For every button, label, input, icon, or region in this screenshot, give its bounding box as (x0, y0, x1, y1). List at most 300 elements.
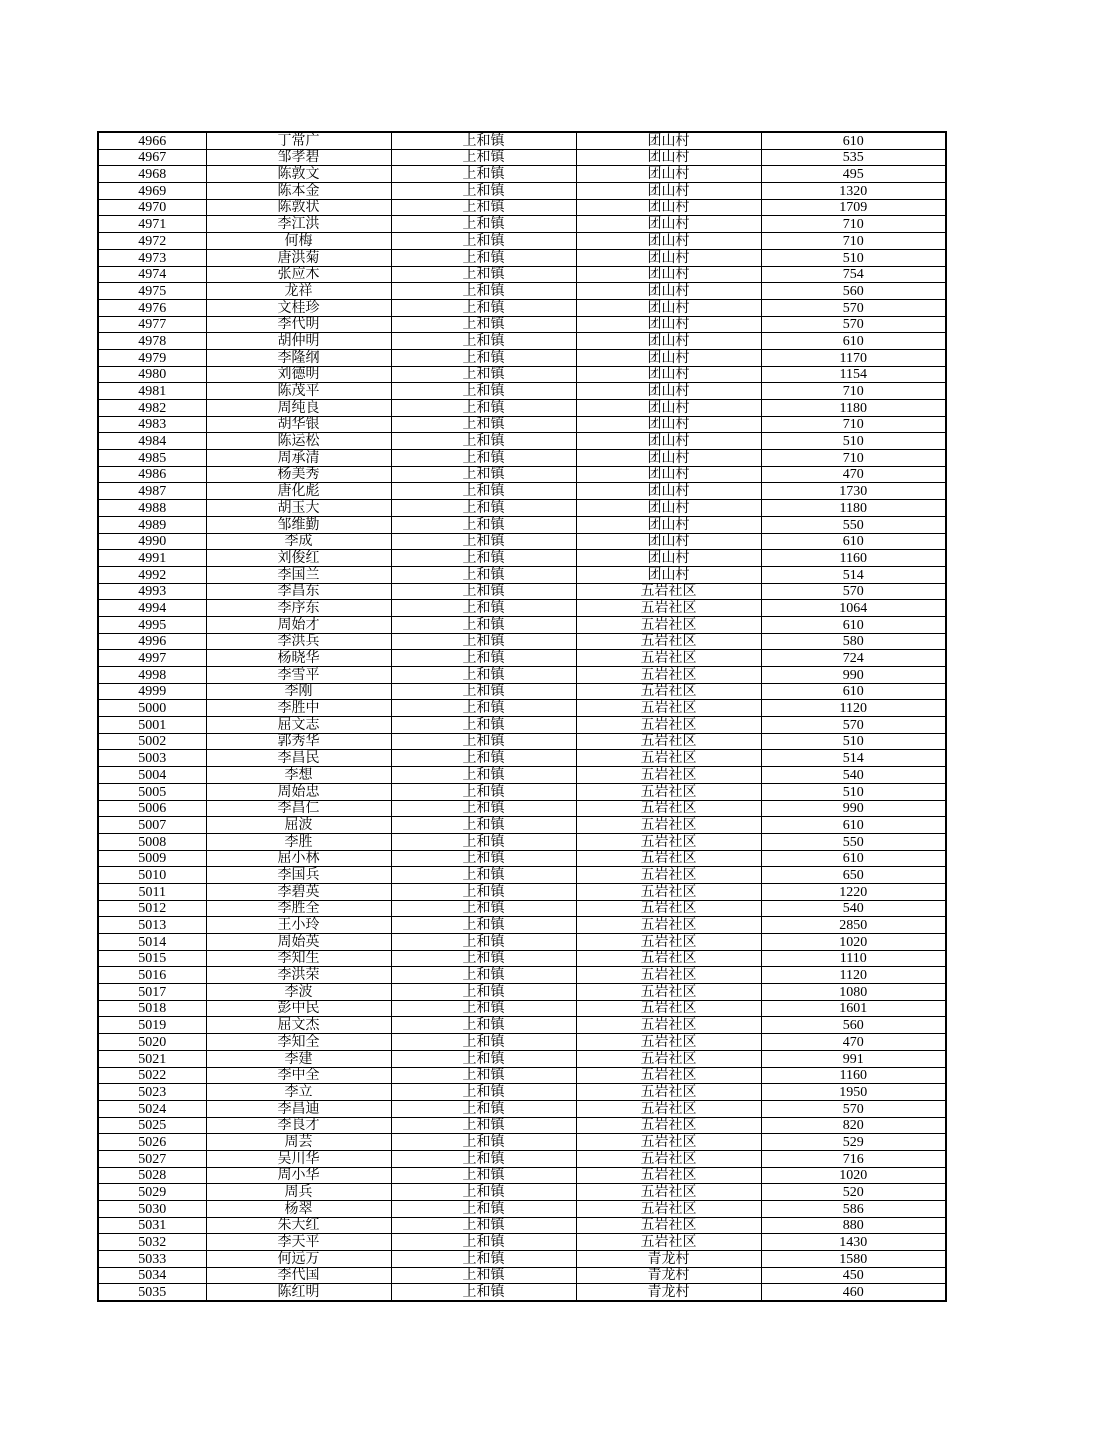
village-cell: 五岩社区 (576, 800, 761, 817)
amount-cell: 510 (761, 733, 946, 750)
record-id-cell: 4997 (98, 650, 206, 667)
village-cell: 团山村 (576, 383, 761, 400)
village-cell: 五岩社区 (576, 1201, 761, 1218)
amount-cell: 540 (761, 900, 946, 917)
town-cell: 上和镇 (391, 650, 576, 667)
village-cell: 五岩社区 (576, 950, 761, 967)
village-cell: 团山村 (576, 249, 761, 266)
name-cell: 陈敦文 (206, 166, 391, 183)
amount-cell: 610 (761, 533, 946, 550)
name-cell: 李雪平 (206, 667, 391, 684)
village-cell: 五岩社区 (576, 1017, 761, 1034)
amount-cell: 570 (761, 583, 946, 600)
name-cell: 李胜全 (206, 900, 391, 917)
town-cell: 上和镇 (391, 1217, 576, 1234)
village-cell: 五岩社区 (576, 817, 761, 834)
village-cell: 团山村 (576, 199, 761, 216)
record-id-cell: 4992 (98, 566, 206, 583)
name-cell: 李知生 (206, 950, 391, 967)
amount-cell: 610 (761, 850, 946, 867)
record-id-cell: 4985 (98, 450, 206, 467)
name-cell: 李洪荣 (206, 967, 391, 984)
town-cell: 上和镇 (391, 1284, 576, 1301)
town-cell: 上和镇 (391, 583, 576, 600)
table-row (98, 216, 946, 233)
table-row (98, 950, 946, 967)
record-id-cell: 4987 (98, 483, 206, 500)
town-cell: 上和镇 (391, 1100, 576, 1117)
amount-cell: 1180 (761, 500, 946, 517)
village-cell: 五岩社区 (576, 967, 761, 984)
name-cell: 李建 (206, 1050, 391, 1067)
village-cell: 团山村 (576, 333, 761, 350)
name-cell: 陈运松 (206, 433, 391, 450)
village-cell: 团山村 (576, 500, 761, 517)
town-cell: 上和镇 (391, 149, 576, 166)
table-row (98, 1251, 946, 1268)
village-cell: 团山村 (576, 533, 761, 550)
town-cell: 上和镇 (391, 917, 576, 934)
record-id-cell: 4978 (98, 333, 206, 350)
record-id-cell: 4983 (98, 416, 206, 433)
table-row (98, 1150, 946, 1167)
record-id-cell: 5010 (98, 867, 206, 884)
record-id-cell: 4975 (98, 283, 206, 300)
table-row (98, 900, 946, 917)
village-cell: 五岩社区 (576, 1050, 761, 1067)
town-cell: 上和镇 (391, 1017, 576, 1034)
village-cell: 五岩社区 (576, 1167, 761, 1184)
name-cell: 邹维勤 (206, 516, 391, 533)
village-cell: 五岩社区 (576, 1234, 761, 1251)
amount-cell: 610 (761, 616, 946, 633)
name-cell: 李碧英 (206, 883, 391, 900)
table-row (98, 750, 946, 767)
amount-cell: 1170 (761, 349, 946, 366)
name-cell: 屈波 (206, 817, 391, 834)
record-id-cell: 5004 (98, 767, 206, 784)
table-row (98, 1184, 946, 1201)
village-cell: 五岩社区 (576, 1100, 761, 1117)
town-cell: 上和镇 (391, 667, 576, 684)
name-cell: 李江洪 (206, 216, 391, 233)
amount-cell: 991 (761, 1050, 946, 1067)
record-id-cell: 5032 (98, 1234, 206, 1251)
village-cell: 五岩社区 (576, 833, 761, 850)
record-id-cell: 5012 (98, 900, 206, 917)
name-cell: 李知全 (206, 1034, 391, 1051)
table-row (98, 967, 946, 984)
amount-cell: 560 (761, 283, 946, 300)
village-cell: 团山村 (576, 366, 761, 383)
town-cell: 上和镇 (391, 1267, 576, 1284)
town-cell: 上和镇 (391, 1167, 576, 1184)
amount-cell: 495 (761, 166, 946, 183)
name-cell: 李波 (206, 984, 391, 1001)
records-table-body (98, 132, 946, 1301)
record-id-cell: 5025 (98, 1117, 206, 1134)
town-cell: 上和镇 (391, 132, 576, 149)
amount-cell: 470 (761, 466, 946, 483)
table-row (98, 600, 946, 617)
amount-cell: 514 (761, 566, 946, 583)
town-cell: 上和镇 (391, 1034, 576, 1051)
name-cell: 周承清 (206, 450, 391, 467)
table-row (98, 1034, 946, 1051)
village-cell: 五岩社区 (576, 917, 761, 934)
table-row (98, 867, 946, 884)
town-cell: 上和镇 (391, 483, 576, 500)
record-id-cell: 4994 (98, 600, 206, 617)
amount-cell: 1180 (761, 400, 946, 417)
table-row (98, 1067, 946, 1084)
name-cell: 杨美秀 (206, 466, 391, 483)
table-row (98, 1201, 946, 1218)
town-cell: 上和镇 (391, 316, 576, 333)
amount-cell: 1430 (761, 1234, 946, 1251)
table-row (98, 383, 946, 400)
town-cell: 上和镇 (391, 900, 576, 917)
amount-cell: 1154 (761, 366, 946, 383)
amount-cell: 820 (761, 1117, 946, 1134)
record-id-cell: 5009 (98, 850, 206, 867)
name-cell: 李洪兵 (206, 633, 391, 650)
table-row (98, 483, 946, 500)
record-id-cell: 4971 (98, 216, 206, 233)
name-cell: 彭中民 (206, 1000, 391, 1017)
name-cell: 胡华银 (206, 416, 391, 433)
amount-cell: 650 (761, 867, 946, 884)
table-row (98, 633, 946, 650)
amount-cell: 1320 (761, 183, 946, 200)
village-cell: 五岩社区 (576, 984, 761, 1001)
record-id-cell: 5008 (98, 833, 206, 850)
name-cell: 李中全 (206, 1067, 391, 1084)
town-cell: 上和镇 (391, 633, 576, 650)
name-cell: 李天平 (206, 1234, 391, 1251)
amount-cell: 470 (761, 1034, 946, 1051)
village-cell: 五岩社区 (576, 1217, 761, 1234)
village-cell: 五岩社区 (576, 767, 761, 784)
amount-cell: 724 (761, 650, 946, 667)
record-id-cell: 5030 (98, 1201, 206, 1218)
amount-cell: 1160 (761, 550, 946, 567)
amount-cell: 610 (761, 333, 946, 350)
name-cell: 周始才 (206, 616, 391, 633)
village-cell: 五岩社区 (576, 1150, 761, 1167)
name-cell: 李昌民 (206, 750, 391, 767)
name-cell: 屈文志 (206, 717, 391, 734)
amount-cell: 880 (761, 1217, 946, 1234)
name-cell: 李昌迪 (206, 1100, 391, 1117)
record-id-cell: 5002 (98, 733, 206, 750)
village-cell: 团山村 (576, 266, 761, 283)
record-id-cell: 4982 (98, 400, 206, 417)
amount-cell: 510 (761, 783, 946, 800)
amount-cell: 570 (761, 717, 946, 734)
table-row (98, 783, 946, 800)
record-id-cell: 4990 (98, 533, 206, 550)
amount-cell: 580 (761, 633, 946, 650)
amount-cell: 710 (761, 233, 946, 250)
name-cell: 李成 (206, 533, 391, 550)
village-cell: 五岩社区 (576, 600, 761, 617)
village-cell: 五岩社区 (576, 850, 761, 867)
name-cell: 李刚 (206, 683, 391, 700)
table-row (98, 132, 946, 149)
record-id-cell: 4976 (98, 299, 206, 316)
name-cell: 刘俊红 (206, 550, 391, 567)
name-cell: 龙祥 (206, 283, 391, 300)
table-row (98, 733, 946, 750)
amount-cell: 1220 (761, 883, 946, 900)
amount-cell: 450 (761, 1267, 946, 1284)
village-cell: 团山村 (576, 483, 761, 500)
village-cell: 五岩社区 (576, 1117, 761, 1134)
town-cell: 上和镇 (391, 333, 576, 350)
town-cell: 上和镇 (391, 600, 576, 617)
table-row (98, 917, 946, 934)
record-id-cell: 5033 (98, 1251, 206, 1268)
table-row (98, 533, 946, 550)
record-id-cell: 5020 (98, 1034, 206, 1051)
record-id-cell: 5011 (98, 883, 206, 900)
village-cell: 团山村 (576, 233, 761, 250)
record-id-cell: 5005 (98, 783, 206, 800)
town-cell: 上和镇 (391, 183, 576, 200)
record-id-cell: 5027 (98, 1150, 206, 1167)
amount-cell: 570 (761, 1100, 946, 1117)
village-cell: 青龙村 (576, 1267, 761, 1284)
record-id-cell: 5024 (98, 1100, 206, 1117)
table-row (98, 1134, 946, 1151)
town-cell: 上和镇 (391, 516, 576, 533)
town-cell: 上和镇 (391, 249, 576, 266)
amount-cell: 529 (761, 1134, 946, 1151)
record-id-cell: 4966 (98, 132, 206, 149)
town-cell: 上和镇 (391, 566, 576, 583)
name-cell: 李国兰 (206, 566, 391, 583)
table-row (98, 233, 946, 250)
table-row (98, 466, 946, 483)
table-row (98, 266, 946, 283)
records-table (97, 131, 947, 1302)
record-id-cell: 4981 (98, 383, 206, 400)
town-cell: 上和镇 (391, 199, 576, 216)
name-cell: 周兵 (206, 1184, 391, 1201)
amount-cell: 1580 (761, 1251, 946, 1268)
town-cell: 上和镇 (391, 1201, 576, 1218)
village-cell: 团山村 (576, 550, 761, 567)
town-cell: 上和镇 (391, 166, 576, 183)
name-cell: 屈文杰 (206, 1017, 391, 1034)
name-cell: 屈小林 (206, 850, 391, 867)
name-cell: 周芸 (206, 1134, 391, 1151)
town-cell: 上和镇 (391, 967, 576, 984)
town-cell: 上和镇 (391, 683, 576, 700)
record-id-cell: 5028 (98, 1167, 206, 1184)
village-cell: 团山村 (576, 416, 761, 433)
village-cell: 五岩社区 (576, 650, 761, 667)
town-cell: 上和镇 (391, 817, 576, 834)
name-cell: 陈红明 (206, 1284, 391, 1301)
town-cell: 上和镇 (391, 883, 576, 900)
record-id-cell: 4979 (98, 349, 206, 366)
town-cell: 上和镇 (391, 349, 576, 366)
name-cell: 李胜中 (206, 700, 391, 717)
table-row (98, 1100, 946, 1117)
amount-cell: 710 (761, 416, 946, 433)
town-cell: 上和镇 (391, 383, 576, 400)
amount-cell: 510 (761, 249, 946, 266)
amount-cell: 1730 (761, 483, 946, 500)
record-id-cell: 4995 (98, 616, 206, 633)
village-cell: 五岩社区 (576, 1084, 761, 1101)
amount-cell: 754 (761, 266, 946, 283)
record-id-cell: 5022 (98, 1067, 206, 1084)
town-cell: 上和镇 (391, 783, 576, 800)
record-id-cell: 5013 (98, 917, 206, 934)
amount-cell: 520 (761, 1184, 946, 1201)
name-cell: 李昌东 (206, 583, 391, 600)
name-cell: 李代明 (206, 316, 391, 333)
record-id-cell: 4996 (98, 633, 206, 650)
name-cell: 郭秀华 (206, 733, 391, 750)
village-cell: 团山村 (576, 132, 761, 149)
town-cell: 上和镇 (391, 366, 576, 383)
amount-cell: 540 (761, 767, 946, 784)
amount-cell: 570 (761, 299, 946, 316)
record-id-cell: 4989 (98, 516, 206, 533)
town-cell: 上和镇 (391, 1184, 576, 1201)
village-cell: 团山村 (576, 433, 761, 450)
record-id-cell: 5001 (98, 717, 206, 734)
amount-cell: 610 (761, 132, 946, 149)
record-id-cell: 5019 (98, 1017, 206, 1034)
name-cell: 何梅 (206, 233, 391, 250)
table-row (98, 500, 946, 517)
village-cell: 五岩社区 (576, 683, 761, 700)
record-id-cell: 5014 (98, 934, 206, 951)
record-id-cell: 4972 (98, 233, 206, 250)
amount-cell: 1020 (761, 934, 946, 951)
town-cell: 上和镇 (391, 1134, 576, 1151)
record-id-cell: 4969 (98, 183, 206, 200)
village-cell: 青龙村 (576, 1284, 761, 1301)
town-cell: 上和镇 (391, 1234, 576, 1251)
table-row (98, 934, 946, 951)
record-id-cell: 4977 (98, 316, 206, 333)
record-id-cell: 5015 (98, 950, 206, 967)
town-cell: 上和镇 (391, 416, 576, 433)
village-cell: 五岩社区 (576, 633, 761, 650)
village-cell: 团山村 (576, 183, 761, 200)
village-cell: 五岩社区 (576, 1034, 761, 1051)
table-row (98, 366, 946, 383)
village-cell: 五岩社区 (576, 667, 761, 684)
village-cell: 五岩社区 (576, 1134, 761, 1151)
amount-cell: 535 (761, 149, 946, 166)
amount-cell: 1950 (761, 1084, 946, 1101)
town-cell: 上和镇 (391, 833, 576, 850)
record-id-cell: 5000 (98, 700, 206, 717)
record-id-cell: 4999 (98, 683, 206, 700)
record-id-cell: 5007 (98, 817, 206, 834)
name-cell: 李想 (206, 767, 391, 784)
town-cell: 上和镇 (391, 500, 576, 517)
name-cell: 王小玲 (206, 917, 391, 934)
town-cell: 上和镇 (391, 750, 576, 767)
table-row (98, 566, 946, 583)
record-id-cell: 5016 (98, 967, 206, 984)
name-cell: 邹孝碧 (206, 149, 391, 166)
town-cell: 上和镇 (391, 700, 576, 717)
record-id-cell: 4974 (98, 266, 206, 283)
record-id-cell: 4973 (98, 249, 206, 266)
amount-cell: 1120 (761, 700, 946, 717)
town-cell: 上和镇 (391, 867, 576, 884)
town-cell: 上和镇 (391, 1150, 576, 1167)
table-row (98, 583, 946, 600)
amount-cell: 2850 (761, 917, 946, 934)
name-cell: 杨晓华 (206, 650, 391, 667)
table-row (98, 1017, 946, 1034)
amount-cell: 1120 (761, 967, 946, 984)
name-cell: 唐化彪 (206, 483, 391, 500)
amount-cell: 610 (761, 683, 946, 700)
village-cell: 团山村 (576, 283, 761, 300)
town-cell: 上和镇 (391, 1067, 576, 1084)
table-row (98, 1284, 946, 1301)
name-cell: 胡玉大 (206, 500, 391, 517)
town-cell: 上和镇 (391, 400, 576, 417)
record-id-cell: 5017 (98, 984, 206, 1001)
name-cell: 李代国 (206, 1267, 391, 1284)
table-row (98, 183, 946, 200)
village-cell: 五岩社区 (576, 934, 761, 951)
amount-cell: 990 (761, 667, 946, 684)
record-id-cell: 5018 (98, 1000, 206, 1017)
record-id-cell: 4980 (98, 366, 206, 383)
name-cell: 吴川华 (206, 1150, 391, 1167)
table-row (98, 550, 946, 567)
table-row (98, 1217, 946, 1234)
village-cell: 团山村 (576, 149, 761, 166)
amount-cell: 1064 (761, 600, 946, 617)
table-row (98, 984, 946, 1001)
amount-cell: 1709 (761, 199, 946, 216)
amount-cell: 514 (761, 750, 946, 767)
amount-cell: 1601 (761, 1000, 946, 1017)
amount-cell: 710 (761, 216, 946, 233)
town-cell: 上和镇 (391, 550, 576, 567)
name-cell: 李隆纲 (206, 349, 391, 366)
town-cell: 上和镇 (391, 1000, 576, 1017)
table-row (98, 700, 946, 717)
name-cell: 周始忠 (206, 783, 391, 800)
table-row (98, 450, 946, 467)
village-cell: 团山村 (576, 349, 761, 366)
table-row (98, 1000, 946, 1017)
record-id-cell: 5006 (98, 800, 206, 817)
table-row (98, 1050, 946, 1067)
town-cell: 上和镇 (391, 1117, 576, 1134)
amount-cell: 990 (761, 800, 946, 817)
table-row (98, 817, 946, 834)
table-row (98, 683, 946, 700)
record-id-cell: 4967 (98, 149, 206, 166)
amount-cell: 1080 (761, 984, 946, 1001)
